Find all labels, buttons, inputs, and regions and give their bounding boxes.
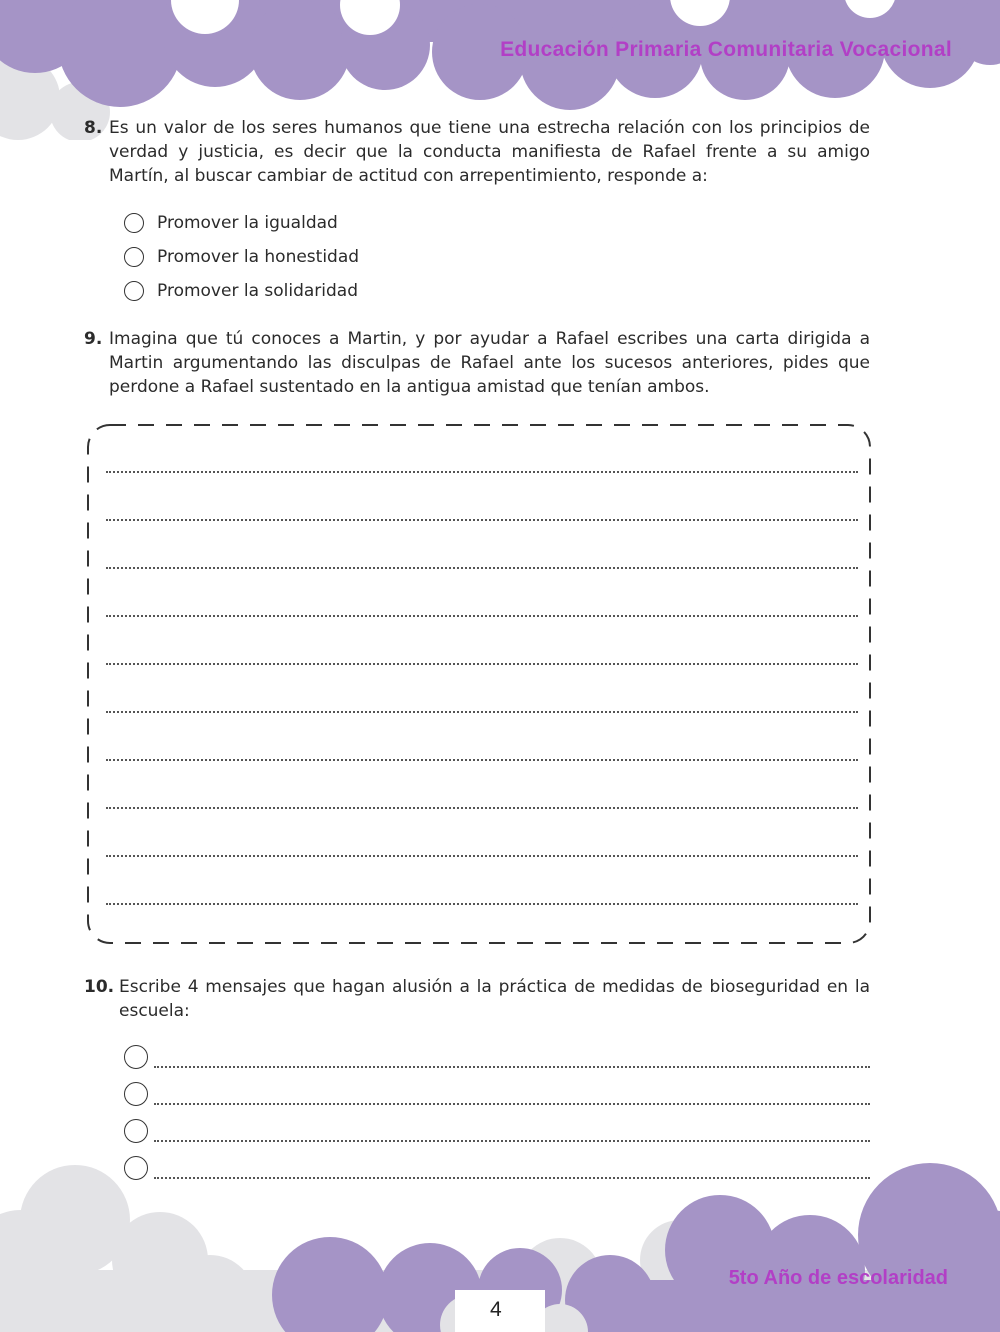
writing-line[interactable] — [106, 807, 858, 809]
writing-line[interactable] — [106, 855, 858, 857]
header-title: Educación Primaria Comunitaria Vocacional — [500, 38, 952, 61]
question-number: 10. — [84, 977, 115, 997]
question-number: 9. — [84, 329, 103, 349]
writing-line[interactable] — [106, 519, 858, 521]
question-9 — [84, 327, 870, 399]
writing-line[interactable] — [106, 663, 858, 665]
letter-writing-box[interactable] — [86, 423, 872, 945]
option-honestidad[interactable] — [124, 244, 359, 270]
writing-line[interactable] — [106, 471, 858, 473]
question-10 — [84, 975, 870, 1023]
question-8 — [84, 116, 870, 188]
radio-circle-icon[interactable] — [124, 1119, 148, 1143]
writing-line[interactable] — [106, 567, 858, 569]
page-number: 4 — [490, 1298, 502, 1321]
writing-line[interactable] — [106, 903, 858, 905]
writing-line[interactable] — [106, 615, 858, 617]
message-answer-row[interactable] — [124, 1082, 870, 1106]
writing-line[interactable] — [106, 759, 858, 761]
question-text: Escribe 4 mensajes que hagan alusión a la práctica de medidas de bioseguridad en la escuela: — [119, 977, 870, 1021]
option-label: Promover la solidaridad — [157, 281, 359, 301]
option-igualdad[interactable] — [124, 210, 338, 236]
question-text: Imagina que tú conoces a Martin, y por ayudar a Rafael escribes una carta dirigida a Martin argumentando las disculpas de Rafael ante los sucesos anteriores, pides que perdone a Rafael sustentado en la antigua amistad que tenían ambos. — [109, 329, 870, 397]
answer-line[interactable] — [154, 1103, 870, 1105]
question-number: 8. — [84, 118, 103, 138]
message-answer-row[interactable] — [124, 1045, 870, 1069]
option-label: Promover la honestidad — [157, 247, 360, 267]
writing-line[interactable] — [106, 711, 858, 713]
radio-circle-icon[interactable] — [124, 1045, 148, 1069]
question-text: Es un valor de los seres humanos que tiene una estrecha relación con los principios de verdad y justicia, es decir que la conducta manifiesta de Rafael frente a su amigo Martín, al buscar cambiar de actitud con arrepentimiento, responde a: — [109, 118, 870, 186]
radio-circle-icon[interactable] — [124, 1082, 148, 1106]
message-answer-row[interactable] — [124, 1119, 870, 1143]
option-solidaridad[interactable] — [124, 278, 358, 304]
answer-line[interactable] — [154, 1140, 870, 1142]
option-label: Promover la igualdad — [157, 213, 338, 233]
radio-circle-icon[interactable] — [124, 247, 144, 267]
radio-circle-icon[interactable] — [124, 281, 144, 301]
answer-line[interactable] — [154, 1066, 870, 1068]
footer-grade: 5to Año de escolaridad — [728, 1267, 948, 1289]
radio-circle-icon[interactable] — [124, 213, 144, 233]
